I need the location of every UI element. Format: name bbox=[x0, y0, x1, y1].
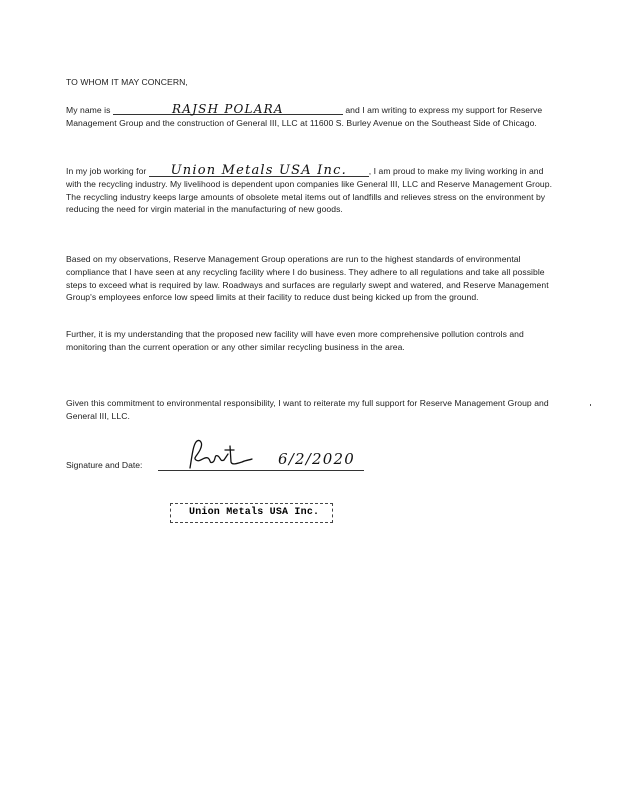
handwritten-company: Union Metals USA Inc. bbox=[149, 166, 369, 177]
paragraph-job bbox=[66, 165, 552, 216]
paragraph-name bbox=[66, 104, 552, 130]
name-intro-text: My name is bbox=[66, 105, 113, 115]
job-body-text: , I am proud to make my living working in and with the recycling industry. My livelihood is dependent upon companies like General III, LLC and Reserve Management Group. The recycling industry keeps large amounts of obsolete metal items out of landfills and relieves stress on the environment by reducing the need for virgin material in the manufacturing of new goods. bbox=[66, 166, 553, 215]
paragraph-observations: Based on my observations, Reserve Management Group operations are run to the highest standards of environmental compliance that I have seen at any recycling facility where I do business. They adhere to all regulations and take all possible steps to exceed what is required by law. Roadways and surfaces are regularly swept and watered, and Reserve Management Group's employees enforce low speed limits at their facility to reduce dust being kicked up from the ground. bbox=[66, 254, 549, 303]
name-support-text: and I am writing to express my support for Reserve Management Group and the construction of General III, LLC at 11600 S. Burley Avenue on the Southeast Side of Chicago. bbox=[66, 105, 543, 128]
stamp-text: Union Metals USA Inc. bbox=[189, 507, 320, 518]
scan-speck bbox=[590, 404, 591, 406]
company-stamp bbox=[170, 503, 333, 523]
signature-block bbox=[66, 452, 386, 474]
handwritten-date: 6/2/2020 bbox=[278, 450, 355, 468]
paragraph-commitment: Given this commitment to environmental responsibility, I want to reiterate my full support for Reserve Management Group and General III, LLC. bbox=[66, 398, 549, 421]
job-intro-text: In my job working for bbox=[66, 166, 149, 176]
handwritten-name: RAJSH POLARA bbox=[113, 104, 343, 115]
salutation: TO WHOM IT MAY CONCERN, bbox=[66, 77, 188, 87]
signature-label: Signature and Date: bbox=[66, 460, 143, 470]
handwritten-signature bbox=[184, 438, 254, 472]
paragraph-new-facility: Further, it is my understanding that the proposed new facility will have even more comprehensive pollution controls and monitoring than the current operation or any other similar recycling business in the area. bbox=[66, 329, 524, 352]
